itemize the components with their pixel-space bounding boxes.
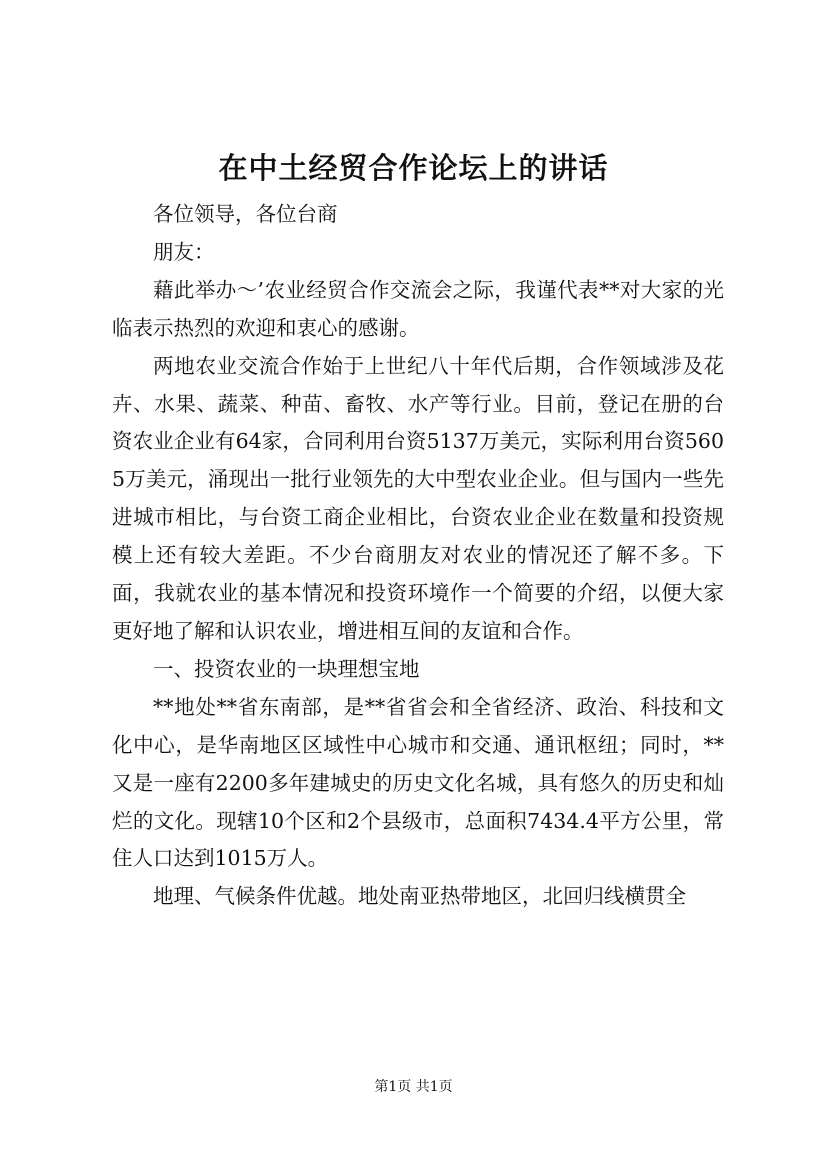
salutation-line-2: 朋友： [153, 239, 215, 264]
document-title: 在中土经贸合作论坛上的讲话 [218, 151, 609, 185]
location-paragraph: **地处**省东南部，是**省省会和全省经济、政治、科技和文化中心，是华南地区区域性中心城市和交通、通讯枢纽；同时，**又是一座有2200多年建城史的历史文化名城，具有悠久的历史和灿烂的文化。现辖10个区和2个县级市，总面积7434.4平方公里，常住人口达到1015万人。 [112, 694, 724, 871]
climate-paragraph: 地理、气候条件优越。地处南亚热带地区，北回归线横贯全 [153, 884, 686, 909]
cooperation-paragraph: 两地农业交流合作始于上世纪八十年代后期，合作领域涉及花卉、水果、蔬菜、种苗、畜牧、水产等行业。目前，登记在册的台资农业企业有64家，合同利用台资5137万美元，实际利用台资5605万美元，涌现出一批行业领先的大中型农业企业。但与国内一些先进城市相比，与台资工商企业相比，台资农业企业在数量和投资规模上还有较大差距。不少台商朋友对农业的情况还了解不多。下面，我就农业的基本情况和投资环境作一个简要的介绍，以便大家更好地了解和认识农业，增进相互间的友谊和合作。 [112, 353, 724, 643]
page-footer: 第1页 共1页 [374, 1079, 453, 1095]
salutation-line-1: 各位领导，各位台商 [153, 202, 338, 226]
section-heading-1: 一、投资农业的一块理想宝地 [153, 656, 420, 681]
opening-paragraph: 藉此举办～’农业经贸合作交流会之际，我谨代表**对大家的光临表示热烈的欢迎和衷心的感谢。 [112, 277, 724, 340]
document-body [112, 196, 724, 916]
